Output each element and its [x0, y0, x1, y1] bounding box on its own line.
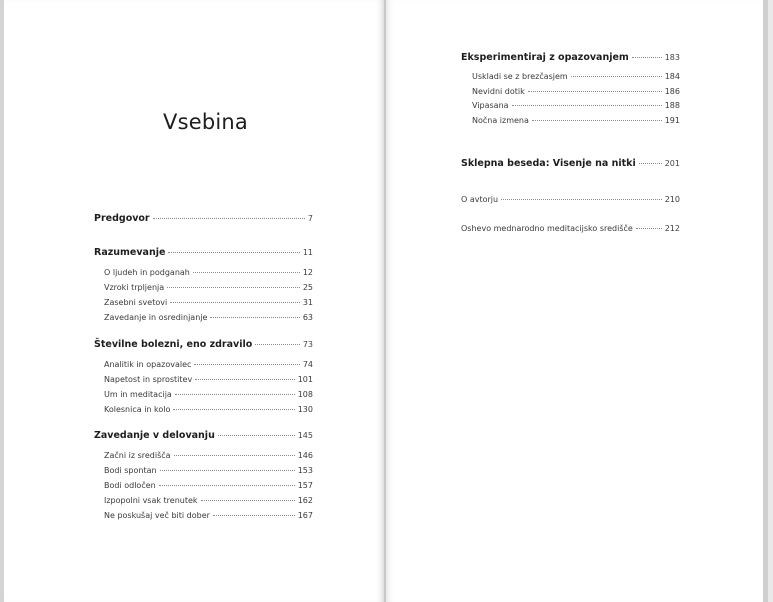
- toc-extra-entry-page-number: 210: [664, 195, 680, 204]
- dot-leader: [168, 252, 299, 253]
- dot-leader: [160, 470, 295, 471]
- dot-leader: [210, 317, 299, 318]
- toc-entry: [104, 283, 313, 292]
- toc-entry-title: Kolesnica in kolo: [104, 405, 171, 414]
- toc-entry: [472, 101, 680, 110]
- toc-entry: [104, 360, 313, 369]
- toc-section: [461, 158, 680, 169]
- toc-section-title: Zavedanje v delovanju: [94, 430, 215, 441]
- toc-section-page-number: 73: [302, 340, 313, 349]
- right-page-edge: [763, 0, 768, 602]
- toc-entry-page-number: 108: [297, 390, 313, 399]
- dot-leader: [159, 485, 295, 486]
- toc-entry-title: Nočna izmena: [472, 115, 529, 125]
- toc-section-title: Številne bolezni, eno zdravilo: [94, 339, 253, 350]
- toc-entry-page-number: 25: [302, 283, 313, 292]
- contents-title: Vsebina: [163, 110, 248, 134]
- toc-entry-title: Začni iz središča: [104, 451, 171, 460]
- toc-entry: [104, 511, 313, 520]
- toc-entry-title: Zasebni svetovi: [104, 298, 168, 307]
- toc-entry: [104, 451, 313, 460]
- toc-entry-title: Vipasana: [472, 101, 509, 110]
- toc-entry: [472, 72, 680, 81]
- toc-extra-entry: [461, 195, 680, 204]
- toc-section-page-number: 145: [297, 431, 313, 440]
- toc-entry-title: O ljudeh in podganah: [104, 268, 190, 277]
- toc-entry: [104, 481, 313, 490]
- toc-section-title: Predgovor: [94, 213, 150, 224]
- toc-extra-entry: [461, 224, 680, 233]
- toc-entry: [104, 496, 313, 505]
- toc-entry-page-number: 162: [297, 496, 313, 505]
- toc-entry-page-number: 167: [297, 511, 313, 520]
- left-page: [0, 0, 384, 602]
- toc-entry-title: Um in meditacija: [104, 390, 172, 399]
- dot-leader: [218, 435, 295, 436]
- toc-section: [94, 247, 313, 258]
- toc-entry-page-number: 31: [302, 298, 313, 307]
- toc-extra-entry-page-number: 212: [664, 224, 680, 233]
- toc-section-page-number: 11: [302, 248, 313, 257]
- dot-leader: [532, 120, 662, 121]
- toc-entry-title: Analitik in opazovalec: [104, 360, 192, 369]
- dot-leader: [153, 218, 305, 219]
- toc-entry-page-number: 188: [664, 101, 680, 110]
- dot-leader: [167, 287, 300, 288]
- dot-leader: [173, 409, 294, 410]
- dot-leader: [195, 379, 295, 380]
- dot-leader: [174, 455, 295, 456]
- dot-leader: [175, 394, 295, 395]
- dot-leader: [213, 515, 295, 516]
- toc-entry-page-number: 186: [664, 86, 680, 96]
- toc-entry: [472, 87, 680, 96]
- toc-entry: [104, 390, 313, 399]
- toc-extra-entry-title: Oshevo mednarodno meditacijsko središče: [461, 224, 633, 233]
- toc-entry-title: Bodi spontan: [104, 466, 157, 475]
- right-page: [386, 0, 768, 602]
- dot-leader: [639, 163, 662, 164]
- dot-leader: [512, 105, 662, 106]
- toc-section-page-number: 183: [664, 53, 680, 62]
- toc-entry-title: Bodi odločen: [104, 481, 156, 490]
- toc-section: [94, 430, 313, 441]
- toc-entry-title: Izpopolni vsak trenutek: [104, 496, 198, 505]
- toc-entry-page-number: 146: [297, 451, 313, 460]
- dot-leader: [636, 228, 662, 229]
- toc-entry-page-number: 101: [297, 375, 313, 384]
- toc-entry-page-number: 184: [664, 72, 680, 81]
- dot-leader: [528, 91, 662, 92]
- toc-section: [94, 339, 313, 350]
- toc-entry: [104, 375, 313, 384]
- toc-entry: [104, 268, 313, 277]
- dot-leader: [571, 76, 662, 77]
- dot-leader: [194, 364, 299, 365]
- toc-entry-title: Nevidni dotik: [472, 86, 525, 96]
- toc-entry-page-number: 74: [302, 360, 313, 369]
- toc-extra-entry-title: O avtorju: [461, 195, 499, 204]
- toc-entry: [104, 298, 313, 307]
- dot-leader: [170, 302, 300, 303]
- toc-entry-page-number: 63: [302, 313, 313, 322]
- toc-section: [94, 213, 313, 224]
- toc-entry: [104, 466, 313, 475]
- dot-leader: [501, 199, 662, 200]
- toc-section-page-number: 7: [307, 214, 313, 223]
- toc-entry: [104, 313, 313, 322]
- toc-entry: [104, 405, 313, 414]
- dot-leader: [201, 500, 295, 501]
- left-page-edge: [0, 0, 4, 602]
- dot-leader: [632, 57, 662, 58]
- dot-leader: [255, 344, 300, 345]
- toc-entry: [472, 116, 680, 125]
- toc-entry-page-number: 157: [297, 481, 313, 490]
- toc-section-title: Razumevanje: [94, 247, 166, 258]
- toc-entry-title: Ne poskušaj več biti dober: [104, 511, 210, 520]
- toc-entry-title: Vzroki trpljenja: [104, 283, 165, 292]
- dot-leader: [193, 272, 300, 273]
- toc-entry-page-number: 191: [664, 115, 680, 125]
- toc-entry-page-number: 12: [302, 268, 313, 277]
- toc-entry-title: Napetost in sprostitev: [104, 375, 193, 384]
- toc-section-title: Sklepna beseda: Visenje na nitki: [461, 158, 636, 169]
- toc-section: [461, 52, 680, 63]
- toc-section-title: Eksperimentiraj z opazovanjem: [461, 52, 629, 63]
- toc-entry-page-number: 130: [297, 405, 313, 414]
- toc-entry-title: Zavedanje in osredinjanje: [104, 313, 208, 322]
- toc-entry-title: Uskladi se z brezčasjem: [472, 72, 568, 81]
- toc-entry-page-number: 153: [297, 466, 313, 475]
- toc-section-page-number: 201: [664, 159, 680, 168]
